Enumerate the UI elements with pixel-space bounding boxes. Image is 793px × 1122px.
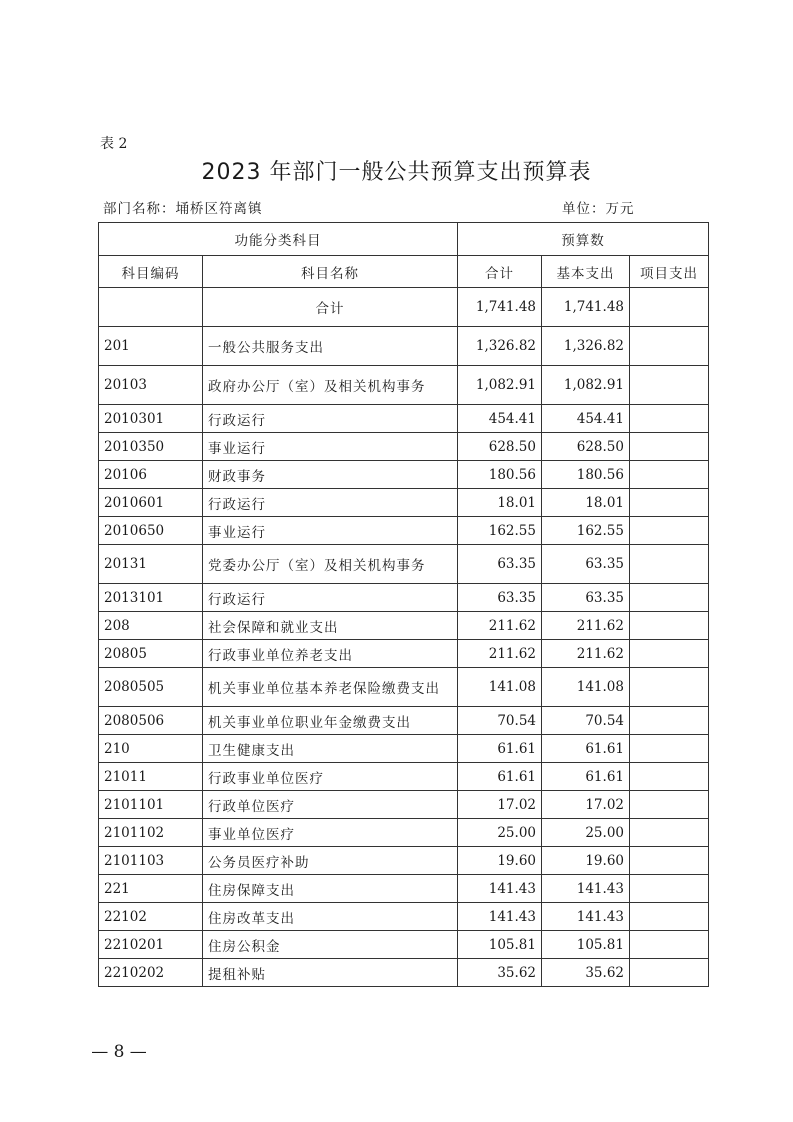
row-name: 机关事业单位基本养老保险缴费支出 <box>203 668 458 707</box>
row-project <box>630 875 709 903</box>
row-name: 提租补贴 <box>203 959 458 987</box>
row-total: 19.60 <box>458 847 542 875</box>
row-code: 20103 <box>99 366 203 405</box>
page-title: 2023 年部门一般公共预算支出预算表 <box>201 160 592 185</box>
row-code: 2101103 <box>99 847 203 875</box>
table-row <box>99 405 709 433</box>
row-total: 63.35 <box>458 545 542 584</box>
table-row <box>99 903 709 931</box>
table-row <box>99 640 709 668</box>
row-name: 住房公积金 <box>203 931 458 959</box>
row-total: 35.62 <box>458 959 542 987</box>
row-total: 454.41 <box>458 405 542 433</box>
header-total: 合计 <box>458 256 542 288</box>
row-name: 行政单位医疗 <box>203 791 458 819</box>
unit-label: 单位：万元 <box>562 201 635 217</box>
header-budget-amount: 预算数 <box>458 223 709 256</box>
row-total: 1,082.91 <box>458 366 542 405</box>
row-name: 住房保障支出 <box>203 875 458 903</box>
row-code: 2080505 <box>99 668 203 707</box>
row-name: 一般公共服务支出 <box>203 327 458 366</box>
row-project <box>630 819 709 847</box>
row-total: 61.61 <box>458 763 542 791</box>
table-row <box>99 819 709 847</box>
row-total: 211.62 <box>458 612 542 640</box>
row-basic: 25.00 <box>542 819 630 847</box>
row-total: 63.35 <box>458 584 542 612</box>
row-project <box>630 327 709 366</box>
row-name: 政府办公厅（室）及相关机构事务 <box>203 366 458 405</box>
row-name: 住房改革支出 <box>203 903 458 931</box>
row-project <box>630 903 709 931</box>
row-name: 机关事业单位职业年金缴费支出 <box>203 707 458 735</box>
row-basic: 63.35 <box>542 545 630 584</box>
total-row <box>99 288 709 327</box>
row-name: 党委办公厅（室）及相关机构事务 <box>203 545 458 584</box>
row-project <box>630 612 709 640</box>
table-row <box>99 584 709 612</box>
row-code: 2210201 <box>99 931 203 959</box>
row-total: 141.08 <box>458 668 542 707</box>
total-label: 合计 <box>203 288 458 327</box>
row-basic: 61.61 <box>542 735 630 763</box>
row-basic: 17.02 <box>542 791 630 819</box>
row-total: 141.43 <box>458 903 542 931</box>
row-name: 财政事务 <box>203 461 458 489</box>
row-basic: 61.61 <box>542 763 630 791</box>
row-code: 201 <box>99 327 203 366</box>
row-code: 208 <box>99 612 203 640</box>
total-basic: 1,741.48 <box>542 288 630 327</box>
row-project <box>630 959 709 987</box>
row-code: 20805 <box>99 640 203 668</box>
row-name: 行政事业单位医疗 <box>203 763 458 791</box>
row-project <box>630 433 709 461</box>
row-code: 2013101 <box>99 584 203 612</box>
row-basic: 141.08 <box>542 668 630 707</box>
department-name: 部门名称：埇桥区符离镇 <box>103 201 263 217</box>
row-code: 21011 <box>99 763 203 791</box>
row-total: 25.00 <box>458 819 542 847</box>
row-name: 行政运行 <box>203 489 458 517</box>
table-row <box>99 791 709 819</box>
header-project: 项目支出 <box>630 256 709 288</box>
row-basic: 105.81 <box>542 931 630 959</box>
header-row-top <box>99 223 709 256</box>
page-number: — 8 — <box>91 1042 147 1062</box>
row-project <box>630 517 709 545</box>
row-basic: 19.60 <box>542 847 630 875</box>
row-name: 行政运行 <box>203 405 458 433</box>
row-project <box>630 584 709 612</box>
row-project <box>630 640 709 668</box>
table-label: 表 2 <box>100 136 128 152</box>
row-name: 行政事业单位养老支出 <box>203 640 458 668</box>
row-name: 公务员医疗补助 <box>203 847 458 875</box>
row-name: 卫生健康支出 <box>203 735 458 763</box>
table-row <box>99 668 709 707</box>
row-total: 70.54 <box>458 707 542 735</box>
row-project <box>630 366 709 405</box>
row-basic: 211.62 <box>542 612 630 640</box>
row-project <box>630 791 709 819</box>
row-code: 2101102 <box>99 819 203 847</box>
row-code: 221 <box>99 875 203 903</box>
row-total: 628.50 <box>458 433 542 461</box>
row-code: 2010350 <box>99 433 203 461</box>
row-code: 20106 <box>99 461 203 489</box>
row-total: 1,326.82 <box>458 327 542 366</box>
row-code: 2080506 <box>99 707 203 735</box>
table-row <box>99 959 709 987</box>
row-basic: 628.50 <box>542 433 630 461</box>
row-total: 105.81 <box>458 931 542 959</box>
row-basic: 35.62 <box>542 959 630 987</box>
row-project <box>630 763 709 791</box>
table-row <box>99 875 709 903</box>
row-code: 20131 <box>99 545 203 584</box>
row-basic: 180.56 <box>542 461 630 489</box>
row-total: 162.55 <box>458 517 542 545</box>
row-project <box>630 489 709 517</box>
table-row <box>99 461 709 489</box>
row-name: 事业单位医疗 <box>203 819 458 847</box>
row-project <box>630 707 709 735</box>
row-project <box>630 668 709 707</box>
table-row <box>99 931 709 959</box>
row-basic: 1,082.91 <box>542 366 630 405</box>
total-code <box>99 288 203 327</box>
row-project <box>630 545 709 584</box>
row-name: 事业运行 <box>203 517 458 545</box>
row-code: 2010601 <box>99 489 203 517</box>
row-basic: 162.55 <box>542 517 630 545</box>
row-basic: 63.35 <box>542 584 630 612</box>
row-project <box>630 847 709 875</box>
row-total: 61.61 <box>458 735 542 763</box>
table-row <box>99 763 709 791</box>
budget-table <box>98 222 709 987</box>
total-sum: 1,741.48 <box>458 288 542 327</box>
row-basic: 141.43 <box>542 903 630 931</box>
row-project <box>630 735 709 763</box>
row-code: 2010650 <box>99 517 203 545</box>
table-row <box>99 489 709 517</box>
table-row <box>99 433 709 461</box>
row-basic: 1,326.82 <box>542 327 630 366</box>
row-code: 2010301 <box>99 405 203 433</box>
row-total: 17.02 <box>458 791 542 819</box>
row-basic: 141.43 <box>542 875 630 903</box>
row-basic: 211.62 <box>542 640 630 668</box>
header-basic: 基本支出 <box>542 256 630 288</box>
row-code: 2101101 <box>99 791 203 819</box>
row-name: 社会保障和就业支出 <box>203 612 458 640</box>
total-project <box>630 288 709 327</box>
table-row <box>99 612 709 640</box>
row-total: 211.62 <box>458 640 542 668</box>
row-code: 22102 <box>99 903 203 931</box>
header-name: 科目名称 <box>203 256 458 288</box>
row-total: 180.56 <box>458 461 542 489</box>
table-row <box>99 327 709 366</box>
table-row <box>99 847 709 875</box>
header-code: 科目编码 <box>99 256 203 288</box>
table-row <box>99 517 709 545</box>
row-basic: 454.41 <box>542 405 630 433</box>
header-row-sub <box>99 256 709 288</box>
table-row <box>99 735 709 763</box>
row-basic: 70.54 <box>542 707 630 735</box>
row-code: 210 <box>99 735 203 763</box>
row-name: 行政运行 <box>203 584 458 612</box>
table-row <box>99 545 709 584</box>
row-name: 事业运行 <box>203 433 458 461</box>
table-row <box>99 366 709 405</box>
row-project <box>630 931 709 959</box>
header-functional-category: 功能分类科目 <box>99 223 458 256</box>
table-row <box>99 707 709 735</box>
row-code: 2210202 <box>99 959 203 987</box>
row-total: 141.43 <box>458 875 542 903</box>
row-basic: 18.01 <box>542 489 630 517</box>
row-total: 18.01 <box>458 489 542 517</box>
row-project <box>630 405 709 433</box>
row-project <box>630 461 709 489</box>
